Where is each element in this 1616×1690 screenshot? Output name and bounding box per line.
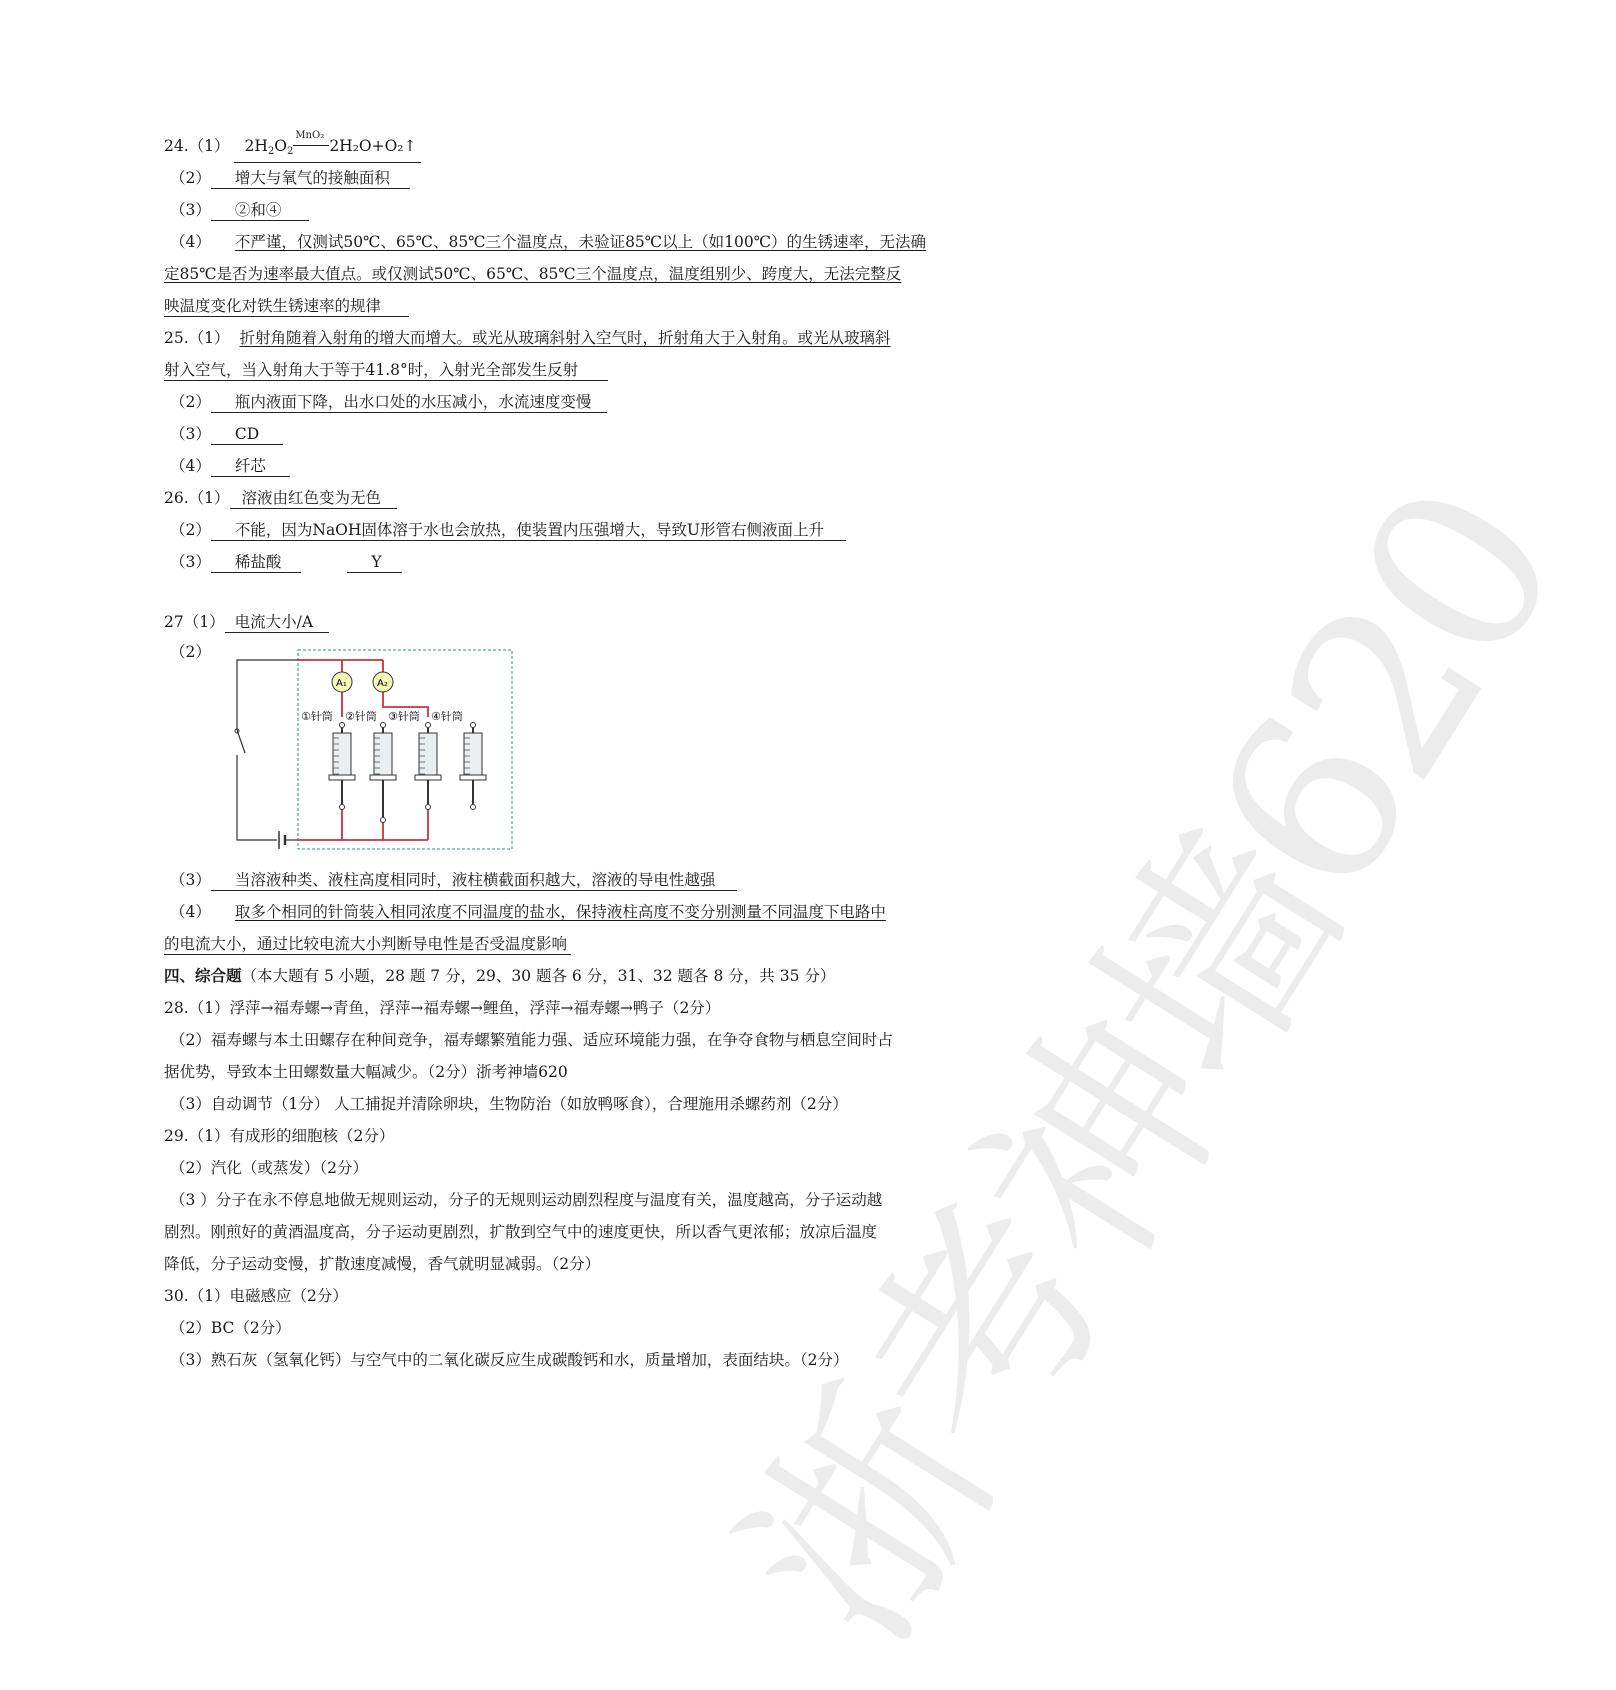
q25-p1-answer-line1: 折射角随着入射角的增大而增大。或光从玻璃斜射入空气时，折射角大于入射角。或光从玻璃斜 <box>239 329 891 347</box>
syringe-4-flange <box>460 775 486 780</box>
q26-part3 <box>170 552 402 573</box>
watermark-text: 浙考神墙620 <box>697 449 1608 1684</box>
q25-p2-number: （2） <box>170 393 211 411</box>
syringe-3-flange <box>415 775 441 780</box>
eq-right: 2H₂O+O₂↑ <box>329 137 417 155</box>
q27-p2-number: （2） <box>170 643 211 661</box>
syringe-4 <box>460 723 486 810</box>
q27-p4-answer-line1: 取多个相同的针筒装入相同浓度不同温度的盐水，保持液柱高度不变分别测量不同温度下电路中 <box>234 903 886 921</box>
syringe-2 <box>370 723 396 823</box>
q27-p3-answer: 当溶液种类、液柱高度相同时，液柱横截面积越大，溶液的导电性越强 <box>211 870 738 891</box>
q25-part4 <box>170 456 290 477</box>
syringe-4-top-terminal <box>471 723 476 728</box>
q24-p4-answer-line2: 定85℃是否为速率最大值点。或仅测试50℃、65℃、85℃三个温度点，温度组别少、跨度大，无法完整反 <box>164 265 902 283</box>
q27-part4-line2 <box>164 934 571 955</box>
q29-part1: 29.（1）有成形的细胞核（2分） <box>164 1127 395 1145</box>
q27-p3-number: （3） <box>170 871 211 889</box>
q25-part1-line1 <box>164 328 891 348</box>
q24-part4-line3 <box>164 296 409 317</box>
syringe-2-flange <box>370 775 396 780</box>
syringe-4-barrel <box>464 733 482 775</box>
q27-p4-number: （4） <box>170 903 211 921</box>
q25-part3 <box>170 424 283 445</box>
syringe-1-flange <box>329 775 355 780</box>
syringe4-label: ④针筒 <box>431 710 463 723</box>
q27-p1-number: 27（1） <box>164 613 225 631</box>
syringe-3 <box>415 723 441 810</box>
q28-part3: （3）自动调节（1分） 人工捕捉并清除卵块，生物防治（如放鸭啄食），合理施用杀螺药剂（2分） <box>170 1095 848 1113</box>
syringe-2-bottom-terminal <box>381 818 386 823</box>
switch-blade <box>237 730 245 753</box>
eq-sub2: 2 <box>286 146 294 157</box>
q24-part2 <box>170 168 410 189</box>
syringe-2-barrel <box>374 733 392 775</box>
q28-part1: 28.（1）浮萍→福寿螺→青鱼，浮萍→福寿螺→鲤鱼，浮萍→福寿螺→鸭子（2分） <box>164 999 721 1017</box>
q26-p1-answer: 溶液由红色变为无色 <box>230 488 398 509</box>
q24-p4-answer-line1: 不严谨，仅测试50℃、65℃、85℃三个温度点，未验证85℃以上（如100℃）的生锈速率，无法确 <box>234 233 927 251</box>
q25-part1-line2 <box>164 360 608 381</box>
syringe-4-bottom-terminal <box>471 805 476 810</box>
syringe-1 <box>329 723 355 810</box>
q26-p2-answer: 不能，因为NaOH固体溶于水也会放热，使装置内压强增大，导致U形管右侧液面上升 <box>211 520 846 541</box>
q26-part1 <box>164 488 397 509</box>
syringe1-label: ①针筒 <box>301 710 333 723</box>
q29-part3-line1: （3 ）分子在永不停息地做无规则运动，分子的无规则运动剧烈程度与温度有关，温度越高，分子运动越 <box>170 1191 883 1209</box>
q25-part2 <box>170 392 607 413</box>
q26-p2-number: （2） <box>170 521 211 539</box>
q24-p3-number: （3） <box>170 201 211 219</box>
q29-part3-line2: 剧烈。刚煎好的黄酒温度高，分子运动更剧烈，扩散到空气中的速度更快，所以香气更浓郁；放凉后温度 <box>164 1223 878 1241</box>
q24-p1-number: 24.（1） <box>164 137 230 155</box>
q28-part2-line1: （2）福寿螺与本土田螺存在种间竞争，福寿螺繁殖能力强、适应环境能力强，在争夺食物与栖息空间时占 <box>170 1031 893 1049</box>
section4-description: （本大题有 5 小题，28 题 7 分，29、30 题各 6 分，31、32 题各 8 分，共 35 分） <box>241 967 836 985</box>
q24-part1 <box>164 130 421 163</box>
eq-o: O <box>274 137 287 155</box>
section4-heading: 四、综合题 <box>164 966 242 985</box>
syringe-3-barrel <box>419 733 437 775</box>
q30-part2: （2）BC（2分） <box>170 1319 291 1337</box>
q25-p3-number: （3） <box>170 425 211 443</box>
ammeter-a1-label: A₁ <box>336 678 347 689</box>
q26-p3-answer1: 稀盐酸 <box>211 552 302 573</box>
q24-equation <box>234 130 420 163</box>
q26-p1-number: 26.（1） <box>164 489 230 507</box>
eq-left-h: 2H <box>244 137 268 155</box>
q30-part3: （3）熟石灰（氢氧化钙）与空气中的二氧化碳反应生成碳酸钙和水，质量增加，表面结块。（2分） <box>170 1351 849 1369</box>
q30-part1: 30.（1）电磁感应（2分） <box>164 1287 348 1305</box>
q25-p4-answer: 纤芯 <box>211 456 290 477</box>
q27-part3 <box>170 870 737 891</box>
eq-catalyst <box>293 130 329 156</box>
q24-p2-number: （2） <box>170 169 211 187</box>
syringe2-label: ②针筒 <box>345 710 377 723</box>
q25-p4-number: （4） <box>170 457 211 475</box>
ammeter-a2-label: A₂ <box>377 678 388 689</box>
q25-p1-number: 25.（1） <box>164 329 230 347</box>
syringe3-label: ③针筒 <box>388 710 420 723</box>
q27-part4-line1 <box>170 902 886 922</box>
syringe-3-bottom-terminal <box>426 805 431 810</box>
q24-p3-answer: ②和④ <box>211 200 310 221</box>
q25-p2-answer: 瓶内液面下降，出水口处的水压减小，水流速度变慢 <box>211 392 608 413</box>
syringe-group <box>329 723 486 823</box>
q26-p3-number: （3） <box>170 553 211 571</box>
q25-p3-answer: CD <box>211 424 283 445</box>
circuit-diagram <box>225 645 525 855</box>
q24-part4-line1 <box>170 232 926 252</box>
q24-part3 <box>170 200 309 221</box>
q24-p4-answer-line3: 映温度变化对铁生锈速率的规律 <box>164 296 409 317</box>
q24-p2-answer: 增大与氧气的接触面积 <box>211 168 410 189</box>
eq-sub1: 2 <box>267 146 275 157</box>
q26-part2 <box>170 520 846 541</box>
eq-catalyst-label: MnO₂ <box>295 130 325 141</box>
q27-part1 <box>164 612 329 633</box>
syringe-1-bottom-terminal <box>340 805 345 810</box>
syringe-1-top-terminal <box>340 723 345 728</box>
q27-p4-answer-line2: 的电流大小，通过比较电流大小判断导电性是否受温度影响 <box>164 934 571 955</box>
q28-part2-line2: 据优势，导致本土田螺数量大幅减少。（2分）浙考神墙620 <box>164 1063 568 1081</box>
q26-p3-answer2: Y <box>347 552 401 573</box>
q27-p1-answer: 电流大小/A <box>225 612 329 633</box>
syringe-1-barrel <box>333 733 351 775</box>
q25-p1-answer-line2: 射入空气，当入射角大于等于41.8°时，入射光全部发生反射 <box>164 360 608 381</box>
q24-p4-number: （4） <box>170 233 211 251</box>
wire-left-bottom <box>237 755 277 840</box>
section4-header <box>164 966 835 986</box>
q29-part2: （2）汽化（或蒸发）（2分） <box>170 1159 368 1177</box>
q29-part3-line3: 降低，分子运动变慢，扩散速度减慢，香气就明显减弱。（2分） <box>164 1255 601 1273</box>
wire-left-top <box>237 660 298 730</box>
syringe-2-top-terminal <box>381 723 386 728</box>
syringe-3-top-terminal <box>426 723 431 728</box>
